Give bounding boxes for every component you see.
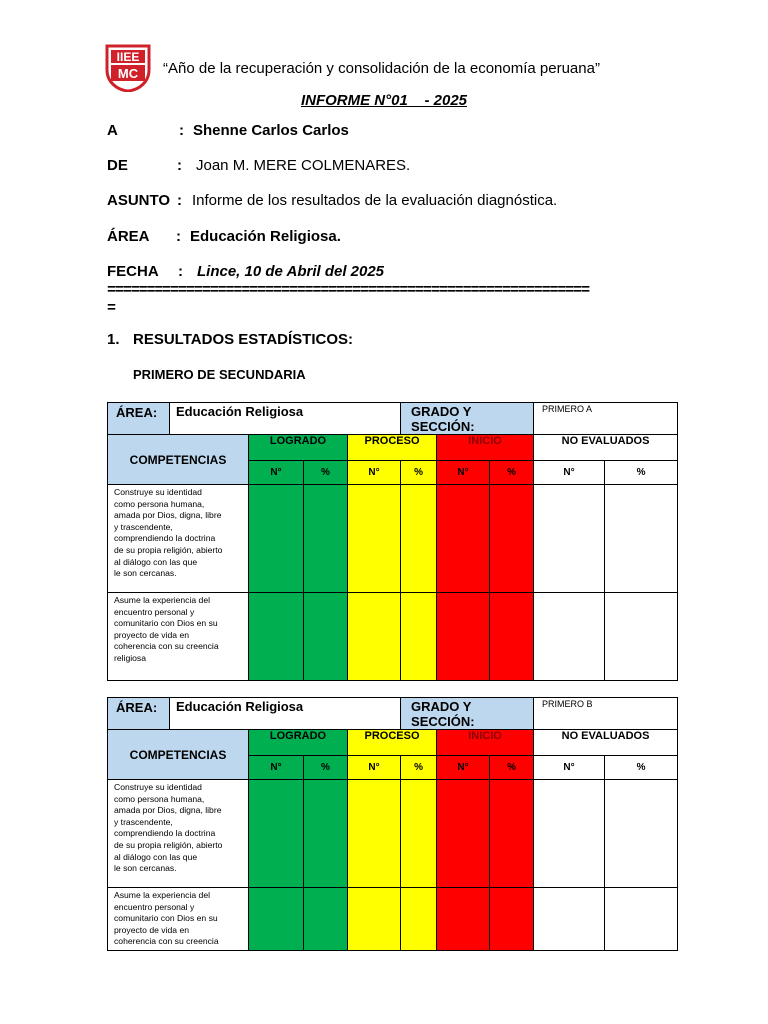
logrado-num-header: N° [249,756,304,780]
proceso-num-cell[interactable] [348,593,401,681]
competencia-line: Asume la experiencia del [114,595,211,605]
results-table-primero-b [107,697,678,951]
logrado-pct-cell[interactable] [304,780,348,888]
field-de [107,157,410,174]
logrado-pct-header: % [304,756,348,780]
logrado-header: LOGRADO [249,435,348,461]
school-crest-icon [105,44,151,92]
competencia-2-text [108,593,249,681]
inicio-num-cell[interactable] [437,888,490,951]
field-fecha-sep: : [178,263,183,280]
svg-text:IIEE: IIEE [116,50,140,64]
inicio-pct-header: % [490,461,534,485]
logrado-header: LOGRADO [249,730,348,756]
table-row [108,888,678,951]
logrado-pct-cell[interactable] [304,485,348,593]
competencia-line: le son cercanas. [114,863,177,874]
field-a-label: A [107,122,118,139]
area-value: Educación Religiosa [170,403,401,435]
logrado-num-cell[interactable] [249,485,304,593]
no-evaluados-num-cell[interactable] [534,888,605,951]
area-label: ÁREA: [108,698,170,730]
grado-label: GRADO Y SECCIÓN: [401,698,534,730]
competencia-line: comunitario con Dios en su [114,913,218,924]
inicio-num-cell[interactable] [437,593,490,681]
competencia-line: proyecto de vida en [114,924,190,935]
section-number: 1. [107,331,120,348]
competencia-1-text [108,780,249,888]
competencia-line: encuentro personal y [114,606,195,617]
inicio-header: INICIO [437,730,534,756]
no-evaluados-num-cell[interactable] [534,593,605,681]
inicio-num-header: N° [437,756,490,780]
field-a-sep: : [179,122,184,139]
proceso-pct-cell[interactable] [401,593,437,681]
competencia-line: proyecto de vida en [114,629,190,640]
logrado-pct-header: % [304,461,348,485]
no-evaluados-pct-cell[interactable] [605,593,678,681]
area-label: ÁREA: [108,403,170,435]
subsection-heading: PRIMERO DE SECUNDARIA [133,367,306,382]
competencia-line: comunitario con Dios en su [114,618,218,629]
competencia-2-text [108,888,249,951]
competencia-line: le son cercanas. [114,568,177,579]
inicio-pct-cell[interactable] [490,888,534,951]
proceso-num-cell[interactable] [348,888,401,951]
no-evaluados-pct-header: % [605,461,678,485]
logrado-num-header: N° [249,461,304,485]
competencia-line: Construye su identidad [114,782,202,792]
competencia-line: Asume la experiencia del [114,890,211,900]
no-evaluados-pct-header: % [605,756,678,780]
field-a [107,122,349,139]
field-fecha [107,263,384,280]
field-de-sep: : [177,157,182,174]
competencia-line: coherencia con su creencia [114,936,219,947]
grado-value: PRIMERO B [534,698,678,730]
logrado-pct-cell[interactable] [304,888,348,951]
no-evaluados-pct-cell[interactable] [605,888,678,951]
competencia-line: al diálogo con las que [114,556,198,567]
inicio-pct-cell[interactable] [490,593,534,681]
competencia-line: de su propia religión, abierto [114,839,223,850]
proceso-header: PROCESO [348,435,437,461]
proceso-num-cell[interactable] [348,485,401,593]
table-row [108,593,678,681]
competencia-line: amada por Dios, digna, libre [114,805,222,816]
field-fecha-value: Lince, 10 de Abril del 2025 [197,263,385,280]
competencia-line: y trascendente, [114,521,173,532]
svg-text:MC: MC [117,66,139,81]
no-evaluados-pct-cell[interactable] [605,485,678,593]
field-area-sep: : [176,228,181,245]
competencia-line: encuentro personal y [114,901,195,912]
table-row [108,780,678,888]
competencia-line: como persona humana, [114,498,205,509]
competencia-line: comprendiendo la doctrina [114,828,216,839]
competencia-1-text [108,485,249,593]
competencia-line: coherencia con su creencia [114,641,219,652]
no-evaluados-num-cell[interactable] [534,485,605,593]
field-asunto-sep: : [177,192,182,209]
inicio-pct-cell[interactable] [490,485,534,593]
no-evaluados-num-header: N° [534,461,605,485]
competencia-line: y trascendente, [114,816,173,827]
logrado-num-cell[interactable] [249,888,304,951]
area-value: Educación Religiosa [170,698,401,730]
competencia-line: amada por Dios, digna, libre [114,510,222,521]
separator-line: ============================================================= = [107,282,589,317]
inicio-num-cell[interactable] [437,485,490,593]
field-asunto-value: Informe de los resultados de la evaluación diagnóstica. [192,192,558,209]
competencia-line: Construye su identidad [114,487,202,497]
competencias-header: COMPETENCIAS [108,435,249,485]
grado-value: PRIMERO A [534,403,678,435]
inicio-num-cell[interactable] [437,780,490,888]
no-evaluados-header: NO EVALUADOS [534,730,678,756]
competencias-header: COMPETENCIAS [108,730,249,780]
logrado-num-cell[interactable] [249,593,304,681]
field-fecha-label: FECHA [107,263,159,280]
inicio-header: INICIO [437,435,534,461]
section-title: RESULTADOS ESTADÍSTICOS: [133,331,354,348]
inicio-pct-header: % [490,756,534,780]
proceso-header: PROCESO [348,730,437,756]
proceso-pct-header: % [401,461,437,485]
table-row [108,485,678,593]
page-title: INFORME N°01 - 2025 [300,92,468,109]
competencia-line: como persona humana, [114,793,205,804]
competencia-line: comprendiendo la doctrina [114,533,216,544]
field-a-value: Shenne Carlos Carlos [193,122,349,139]
proceso-pct-cell[interactable] [401,780,437,888]
no-evaluados-pct-cell[interactable] [605,780,678,888]
field-area-value: Educación Religiosa. [190,228,341,245]
field-de-value: Joan M. MERE COLMENARES. [196,157,411,174]
section-heading [107,331,353,348]
no-evaluados-num-header: N° [534,756,605,780]
motto: “Año de la recuperación y consolidación de la economía peruana” [163,60,600,77]
no-evaluados-num-cell[interactable] [534,780,605,888]
no-evaluados-header: NO EVALUADOS [534,435,678,461]
logrado-num-cell[interactable] [249,780,304,888]
results-table-primero-a [107,402,678,681]
proceso-num-header: N° [348,756,401,780]
proceso-pct-cell[interactable] [401,888,437,951]
proceso-num-cell[interactable] [348,780,401,888]
competencia-line: de su propia religión, abierto [114,544,223,555]
field-asunto [107,192,557,209]
proceso-pct-header: % [401,756,437,780]
field-area [107,228,341,245]
proceso-num-header: N° [348,461,401,485]
field-asunto-label: ASUNTO [107,192,171,209]
inicio-pct-cell[interactable] [490,780,534,888]
grado-label: GRADO Y SECCIÓN: [401,403,534,435]
competencia-line: religiosa [114,652,147,663]
inicio-num-header: N° [437,461,490,485]
field-area-label: ÁREA [107,228,150,245]
competencia-line: al diálogo con las que [114,851,198,862]
proceso-pct-cell[interactable] [401,485,437,593]
field-de-label: DE [107,157,128,174]
logrado-pct-cell[interactable] [304,593,348,681]
